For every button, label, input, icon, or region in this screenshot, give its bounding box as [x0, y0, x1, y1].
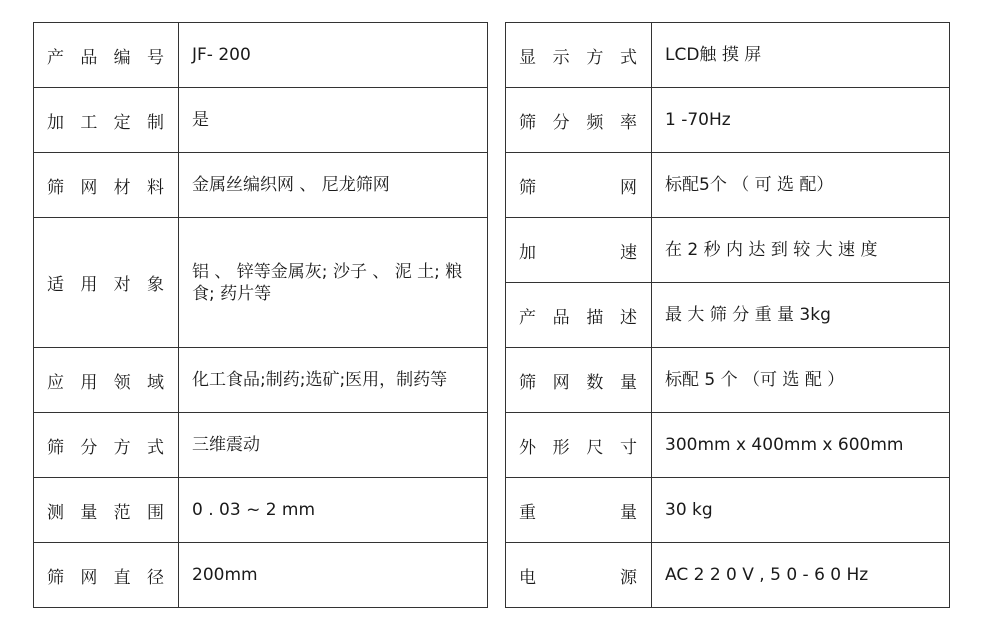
spec-label: 筛网: [506, 153, 652, 218]
spec-label: 测量范围: [34, 478, 179, 543]
spec-label: 显示方式: [506, 23, 652, 88]
table-row: [34, 478, 488, 543]
spec-label: 加速: [506, 218, 652, 283]
table-row: [506, 478, 950, 543]
table-row: [506, 413, 950, 478]
spec-value: 标配5个 （ 可 选 配）: [652, 153, 950, 218]
spec-label: 筛网直径: [34, 543, 179, 608]
spec-label: 产品描述: [506, 283, 652, 348]
spec-value: 30 kg: [652, 478, 950, 543]
table-row: [34, 88, 488, 153]
table-row: [34, 153, 488, 218]
spec-label: 适用对象: [34, 218, 179, 348]
spec-value: JF- 200: [179, 23, 488, 88]
table-row: [506, 543, 950, 608]
spec-table-left: [33, 22, 488, 608]
spec-value: 在 2 秒 内 达 到 较 大 速 度: [652, 218, 950, 283]
table-row: [506, 218, 950, 283]
table-row: [34, 413, 488, 478]
spec-label: 加工定制: [34, 88, 179, 153]
table-row: [34, 543, 488, 608]
spec-value: 0 . 03 ~ 2 mm: [179, 478, 488, 543]
spec-label: 重量: [506, 478, 652, 543]
spec-value: 金属丝编织网 、 尼龙筛网: [179, 153, 488, 218]
table-row: [34, 218, 488, 348]
spec-label: 筛网数量: [506, 348, 652, 413]
spec-value: 三维震动: [179, 413, 488, 478]
spec-value: 标配 5 个 （可 选 配 ）: [652, 348, 950, 413]
table-row: [34, 348, 488, 413]
table-row: [506, 348, 950, 413]
spec-value: LCD触 摸 屏: [652, 23, 950, 88]
table-row: [506, 283, 950, 348]
spec-label: 筛网材料: [34, 153, 179, 218]
spec-value: 化工食品;制药;选矿;医用，制药等: [179, 348, 488, 413]
spec-label: 产品编号: [34, 23, 179, 88]
spec-label: 应用领域: [34, 348, 179, 413]
spec-value: 最 大 筛 分 重 量 3kg: [652, 283, 950, 348]
spec-label: 筛分频率: [506, 88, 652, 153]
table-row: [506, 153, 950, 218]
table-row: [34, 23, 488, 88]
spec-value: AC 2 2 0 V , 5 0 - 6 0 Hz: [652, 543, 950, 608]
spec-value: 铝 、 锌等金属灰; 沙子 、 泥 土; 粮食; 药片等: [179, 218, 488, 348]
table-row: [506, 23, 950, 88]
spec-table-right: [505, 22, 950, 608]
spec-label: 外形尺寸: [506, 413, 652, 478]
spec-label: 筛分方式: [34, 413, 179, 478]
spec-value: 300mm x 400mm x 600mm: [652, 413, 950, 478]
spec-label: 电源: [506, 543, 652, 608]
table-row: [506, 88, 950, 153]
spec-value: 200mm: [179, 543, 488, 608]
spec-value: 1 -70Hz: [652, 88, 950, 153]
spec-value: 是: [179, 88, 488, 153]
